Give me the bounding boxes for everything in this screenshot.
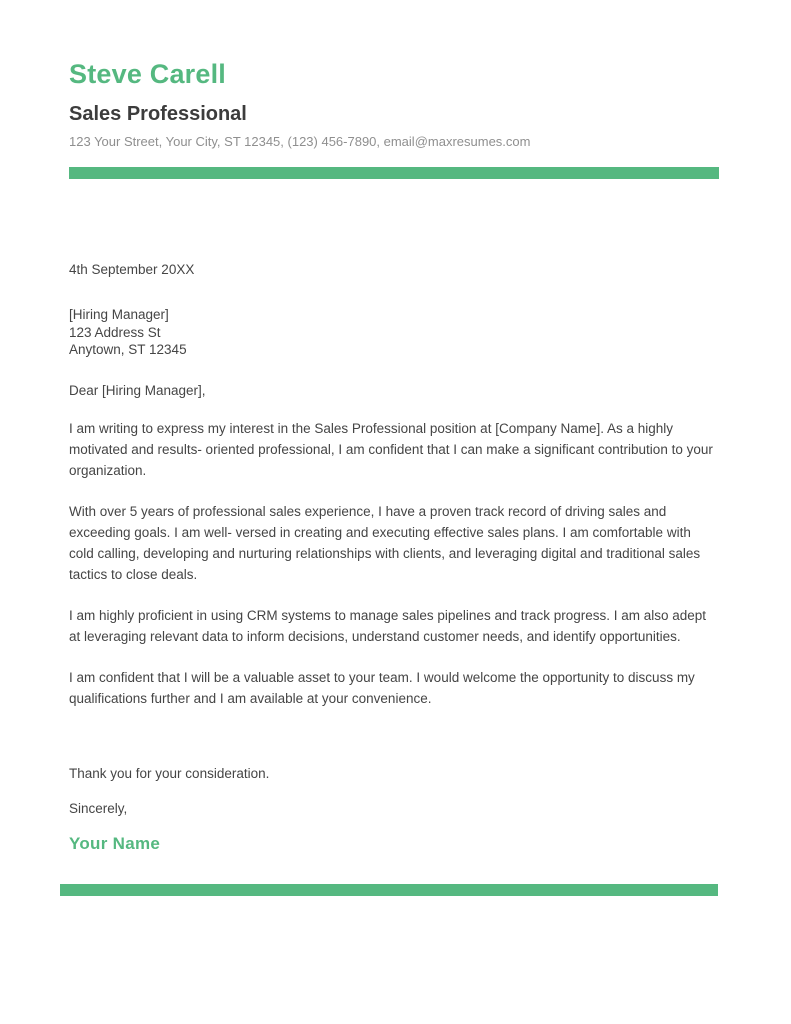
page-content <box>69 0 719 853</box>
thanks-line: Thank you for your consideration. <box>69 765 270 781</box>
recipient-line: [Hiring Manager] <box>69 307 169 322</box>
closing-line: Sincerely, <box>69 800 128 816</box>
bottom-divider <box>60 884 718 896</box>
recipient-line: 123 Address St <box>69 324 161 340</box>
salutation: Dear [Hiring Manager], <box>69 382 206 398</box>
recipient-line: Anytown, ST 12345 <box>69 342 187 357</box>
body-paragraph: With over 5 years of professional sales experience, I have a proven track record of driving sales and exceeding goals. I am well- versed in creating and executing effective sales plans. I am comfortable with cold calling, developing and nurturing relationships with clients, and leveraging digital and traditional sales tactics to close deals. <box>69 503 701 582</box>
top-divider <box>69 167 719 179</box>
job-title: Sales Professional <box>69 103 247 125</box>
body-paragraph: I am highly proficient in using CRM systems to manage sales pipelines and track progress. I am also adept at leveraging relevant data to inform decisions, understand customer needs, and identify opportunities. <box>69 607 707 644</box>
letter-date: 4th September 20XX <box>69 262 195 277</box>
recipient-block <box>69 306 719 359</box>
body-paragraph: I am writing to express my interest in the Sales Professional position at [Company Name]. As a highly motivated and results- oriented professional, I am confident that I can make a significant contribution to your organization. <box>69 420 713 478</box>
bottom-divider-container <box>60 884 718 896</box>
body-paragraph: I am confident that I will be a valuable asset to your team. I would welcome the opportunity to discuss my qualifications further and I am available at your convenience. <box>69 669 695 706</box>
candidate-name: Steve Carell <box>69 59 226 89</box>
contact-info: 123 Your Street, Your City, ST 12345, (123) 456-7890, email@maxresumes.com <box>69 134 531 149</box>
signature-name: Your Name <box>69 833 161 853</box>
